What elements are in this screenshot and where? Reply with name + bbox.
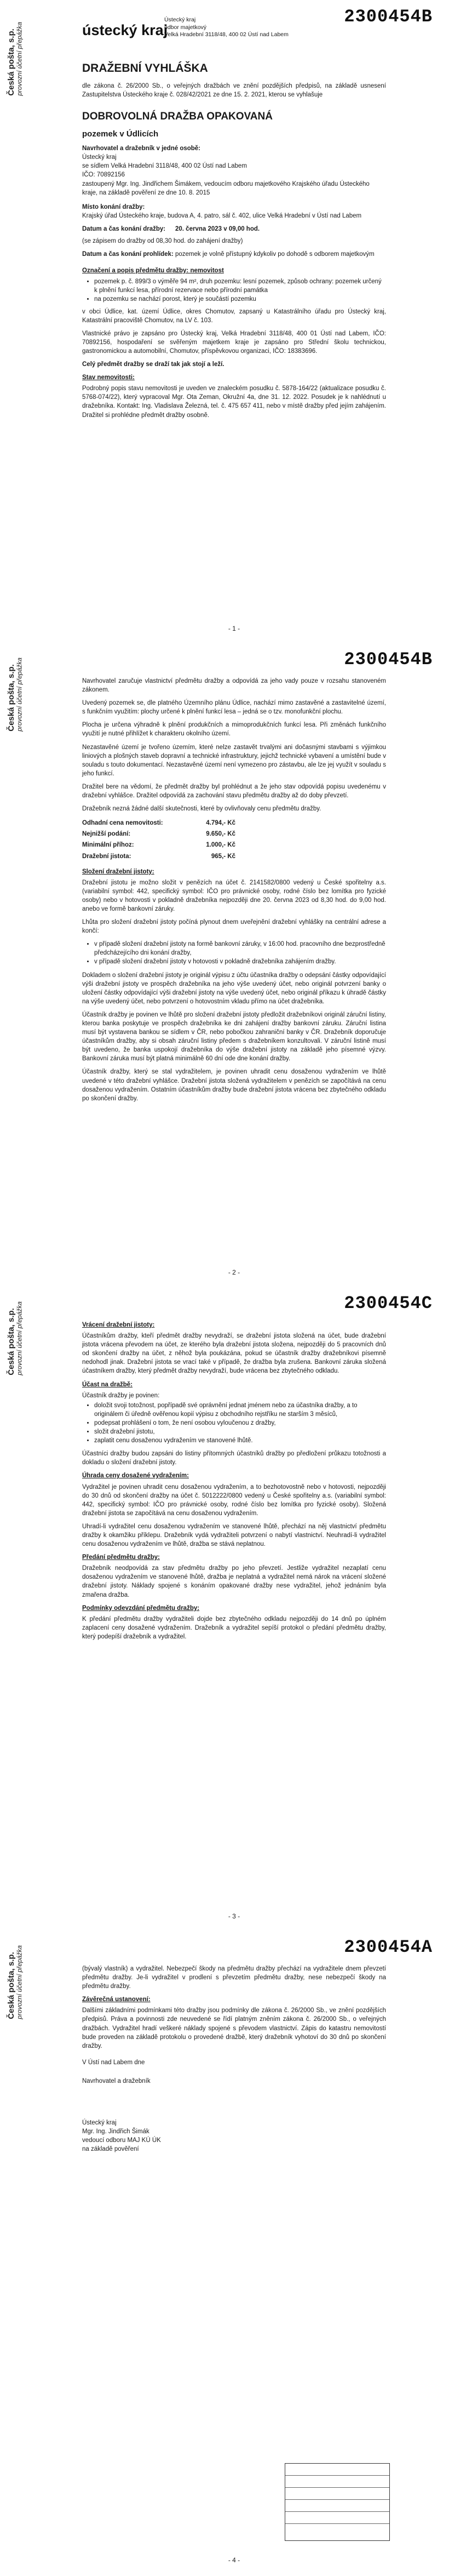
subject-list: [82, 277, 386, 304]
registration-text: Účastníci dražby budou zapsáni do listiny přítomných účastníků dražby po předložení průkazu totožnosti a dokladu o složení dražební jistoty.: [82, 1450, 386, 1466]
price-row: [82, 830, 386, 838]
price-table: [82, 819, 386, 860]
signatory-line: Ústecký kraj: [82, 2120, 117, 2127]
page-2: [0, 644, 449, 1288]
subject-location: v obci Údlice, kat. území Údlice, okres Chomutov, zapsaný u Katastrálního úřadu pro Ústecký kraj, Katastrální pracoviště Chomutov, na LV č. 103.: [82, 308, 386, 324]
record-row: [285, 2512, 389, 2524]
deposit-text: Lhůta pro složení dražební jistoty počíná plynout dnem uveřejnění dražební vyhlášky na centrální adrese a končí:: [82, 919, 386, 935]
price-row: [82, 841, 386, 849]
return-text: Účastníkům dražby, kteří předmět dražby nevydraží, se dražební jistota složená na účet, bude dražební jistota vrácena převodem na účet, ze kterého byla dražební jistota složena, nejpozději do 5 pracovních dnů od skončení dražby na účet, z něhož byla poukázána, pokud se účastník dražby dražebníkovi písemně nedohodl jinak. Dražební jistota se vrací také v případě, že dražba byla zrušena. Bankovní záruka složená účastníkem dražby, který předmět dražby nevydraží, bude vrácena bez zbytečného odkladu.: [82, 1333, 386, 1375]
posting-record-box: [285, 2463, 390, 2541]
date-row: [82, 225, 386, 233]
page-number: - 1 -: [228, 625, 240, 632]
date-value: 20. června 2023 v 09,00 hod.: [175, 225, 260, 232]
condition-item: • zaplatit cenu dosaženou vydražením ve stanovené lhůtě.: [94, 1436, 386, 1445]
place-date: V Ústí nad Labem dne: [82, 2059, 145, 2066]
registration-note: (se zápisem do dražby od 08,30 hod. do zahájení dražby): [82, 238, 243, 245]
whole-label: Celý předmět dražby se draží tak jak stojí a leží.: [82, 361, 225, 368]
transfer-heading: Podmínky odevzdání předmětu dražby:: [82, 1604, 200, 1612]
auctioneer-line: Ústecký kraj: [82, 154, 117, 161]
page-3: [0, 1288, 449, 1932]
page-number: - 2 -: [228, 1269, 240, 1276]
side-note-line2: provozní účetní přepážka: [15, 1945, 24, 2019]
price-row: [82, 852, 386, 861]
conditions-list: [82, 1401, 386, 1445]
auctioneer-line: zastoupený Mgr. Ing. Jindřichem Šimákem, vedoucím odboru majetkového Krajského úřadu Ústeckého kraje, na základě pověření ze dne 10. 8. 2015: [82, 180, 370, 196]
side-note: [7, 658, 24, 732]
auctioneer-line: IČO: 70892156: [82, 172, 125, 179]
owner-text: Vlastnické právo je zapsáno pro Ústecký kraj, Velká Hradební 3118/48, 400 01 Ústí nad Labem, IČO: 70892156, hospodaření se svěřeným majetkem kraje je zapsáno pro Střední školu technickou, gastronomickou a automobilní, Chomutov, příspěvkovou organizaci, IČO: 18383696.: [82, 330, 386, 355]
header-addr-1: Ústecký kraj: [164, 16, 196, 23]
paragraph: Nezastavěné území je tvořeno územím, které nelze zastavět trvalými ani dočasnými stavbami s výjimkou liniových a plošných staveb dopravní a technické infrastruktury, jejichž technické vybavení a umístění bude v souladu s touto dokumentací. Nezastavěné území není vymezeno pro zástavbu, ale lze jej využít v souladu s jeho funkcí.: [82, 744, 386, 777]
page-1: [0, 0, 449, 644]
handover-text: Dražebník neodpovídá za stav předmětu dražby po jeho převzetí. Jestliže vydražitel nezaplatí cenu dosaženou vydražením ve stanovené lhůtě, dražba je neplatná a vydražitel nemá nárok na vrácení složené dražební jistoty. Náklady spojené s konáním opakované dražby nese vydražitel, jehož jednáním byla zmařena dražba.: [82, 1565, 386, 1598]
deposit-heading: Složení dražební jistoty:: [82, 868, 154, 875]
registration-stamp: 2300454B: [344, 7, 433, 27]
condition-item: • složit dražební jistotu,: [94, 1427, 386, 1436]
return-heading: Vrácení dražební jistoty:: [82, 1322, 155, 1328]
date-label: Datum a čas konání dražby:: [82, 225, 166, 232]
signatory-line: vedoucí odboru MAJ KÚ ÚK: [82, 2137, 161, 2144]
record-row: [285, 2488, 389, 2500]
paragraph: Uvedený pozemek se, dle platného Územního plánu Údlice, nachází mimo zastavěné a zastavitelné území, s funkčním využitím: plochy určené k plnění funkcí lesa – jedná se o tzv. monofunkční plochu.: [82, 700, 386, 716]
carry-text: (bývalý vlastník) a vydražitel. Nebezpečí škody na předmětu dražby přechází na vydražitele dnem převzetí předmětu dražby. Je-li vydražitel v prodlení s převzetím předmětu dražby, nese nebezpečí škody na předmětu dražby.: [82, 1966, 386, 1990]
deposit-text: Účastník dražby je povinen ve lhůtě pro složení dražební jistoty předložit dražebníkovi originál záruční listiny, kterou banka poskytuje ve prospěch dražebníka ke dni zahájení dražby bankovní záruku. Záruční listina musí být vystavena bankou se sídlem v ČR, nebo pobočkou zahraniční banky v ČR. Dražebník doporučuje účastníkům dražby, aby si obsah záruční listiny předem s dražebníkem konzultovali. V záruční listině musí být uvedeno, že banka uspokojí dražebníka do výše dražební jistoty na základě jeho písemné výzvy. Bankovní záruka musí být platná minimálně 60 dní ode dne konání dražby.: [82, 1011, 386, 1063]
signature-caption: Navrhovatel a dražebník: [82, 2077, 151, 2084]
conditions-intro: Účastník dražby je povinen:: [82, 1392, 160, 1399]
page-number: - 4 -: [228, 2556, 240, 2564]
deposit-text: Účastník dražby, který se stal vydražitelem, je povinen uhradit cenu dosaženou vydražením ve lhůtě uvedené v této dražební vyhlášce. Dražební jistota složená vydražitelem v penězích se započítává na cenu dosaženou vydražením. Ostatním účastníkům dražby bude dražební jistota vrácena bez zbytečného odkladu po skončení dražby.: [82, 1069, 386, 1102]
page-2-content: [82, 677, 386, 1107]
side-note: [7, 22, 24, 96]
page-4: [0, 1932, 449, 2575]
final-heading: Závěrečná ustanovení:: [82, 1996, 151, 2003]
page-4-content: [82, 1964, 386, 2154]
registration-stamp: 2300454B: [344, 649, 433, 670]
final-text: Dalšími základními podmínkami této dražby jsou podmínky dle zákona č. 26/2000 Sb., ve znění pozdějších předpisů. Práva a povinnosti zde neuvedené se řídí platným zněním zákona č. 26/2000 Sb., o veřejných dražbách. Vydražitel hradí veškeré náklady spojené s převodem vlastnictví. Zápis do katastru nemovitostí bude proveden na základě protokolu o provedené dražbě, který dražebník vyhotoví do 30 dnů po skončení dražby.: [82, 2007, 386, 2049]
side-note-line1: Česká pošta, s.p.: [7, 1308, 16, 1375]
header-addr-2: odbor majetkový: [164, 24, 207, 31]
price-value: 1.000,- Kč: [206, 842, 235, 849]
state-text: Podrobný popis stavu nemovitosti je uveden ve znaleckém posudku č. 5878-164/22 (aktualizace posudku č. 5768-074/22), který vypracoval Mgr. Ota Zeman, Okružní 4a, dne 31. 12. 2022. Posudek je k nahlédnutí u dražebníka. Kontakt: Ing. Vladislava Železná, tel. č. 475 657 411, nebo v místě dražby před jejím zahájením. Dražitel si prohlédne předmět dražby osobně.: [82, 385, 386, 419]
price-value: 4.794,- Kč: [206, 820, 235, 827]
price-row: [82, 819, 386, 827]
deposit-list: [82, 940, 386, 966]
record-row: [285, 2500, 389, 2512]
side-note: [7, 1301, 24, 1375]
side-note-line2: provozní účetní přepážka: [15, 22, 24, 96]
paragraph: Plocha je určena výhradně k plnění produkčních a mimoprodukčních funkcí lesa. Při změnách funkčního využití je nutné přihlížet k charakteru okolního území.: [82, 722, 386, 738]
condition-item: • doložit svoji totožnost, popřípadě své oprávnění jednat jménem nebo za účastníka dražby, a to originálem či úředně ověřenou kopií výpisu z obchodního rejstříku ne starším 3 měsíců,: [94, 1401, 386, 1419]
payment-text: Vydražitel je povinen uhradit cenu dosaženou vydražením, a to bezhotovostně nebo v hotovosti, nejpozději do 30 dnů od skončení dražby na účet č. 5012222/0800 vedený u České spořitelny a.s. (variabilní symbol: 442, specifický symbol: IČO pro právnické osoby, rodné číslo bez lomítka pro fyzické osoby). Složená dražební jistota se započítává na cenu dosaženou vydražením.: [82, 1483, 386, 1517]
side-note-line1: Česká pošta, s.p.: [7, 664, 16, 732]
signatory-line: na základě pověření: [82, 2146, 139, 2153]
registration-stamp: 2300454C: [344, 1293, 433, 1313]
page-1-content: [82, 60, 386, 424]
record-row: [285, 2524, 389, 2535]
intro-text: Navrhovatel zaručuje vlastnictví předmětu dražby a odpovídá za jeho vady pouze v rozsahu stanoveném zákonem.: [82, 678, 386, 694]
deposit-item: • v případě složení dražební jistoty v hotovosti v pokladně dražebníka zahájením dražby.: [94, 957, 386, 966]
header-logo-block: [82, 16, 318, 44]
auctioneer-label: Navrhovatel a dražebník v jedné osobě:: [82, 145, 201, 152]
deposit-item: • v případě složení dražební jistoty na formě bankovní záruky, v 16:00 hod. pracovního dne bezprostředně předcházejícího dni konání dražby,: [94, 940, 386, 957]
side-note-line2: provozní účetní přepážka: [15, 1301, 24, 1375]
handover-heading: Předání předmětu dražby:: [82, 1554, 160, 1561]
header-address: [164, 16, 289, 39]
subject-item: • na pozemku se nachází porost, který je součástí pozemku: [94, 295, 386, 304]
condition-item: • podepsat prohlášení o tom, že není osobou vyloučenou z dražby,: [94, 1419, 386, 1427]
kraj-logo: ústecký kraj: [82, 22, 168, 38]
side-note-line1: Česká pošta, s.p.: [7, 28, 16, 96]
side-note-line2: provozní účetní přepážka: [15, 658, 24, 732]
price-value: 9.650,- Kč: [206, 831, 235, 838]
header-addr-3: Velká Hradební 3118/48, 400 02 Ústí nad Labem: [164, 31, 289, 38]
place-value: Krajský úřad Ústeckého kraje, budova A, 4. patro, sál č. 402, ulice Velká Hradební v Ústí nad Labem: [82, 212, 362, 219]
auction-heading: DOBROVOLNÁ DRAŽBA OPAKOVANÁ: [82, 110, 273, 122]
document-title: DRAŽEBNÍ VYHLÁŠKA: [82, 62, 208, 75]
subject-heading: Označení a popis předmětu dražby: nemovitost: [82, 267, 224, 275]
deposit-text: Dražební jistotu je možno složit v penězích na účet č. 2141582/0800 vedený u České spořitelny a.s. (variabilní symbol: 442, specifický symbol: IČO pro právnické osoby, rodné číslo bez lomítka pro fyzické osoby) nebo v hotovosti v pokladně dražebníka nejpozději dne 20. června 2023 od 8,30 hod. do 9,00 hod. anebo ve formě bankovní záruky.: [82, 879, 386, 912]
intro-text: dle zákona č. 26/2000 Sb., o veřejných dražbách ve znění pozdějších předpisů, na základě usnesení Zastupitelstva Ústeckého kraje č. 028/42/2021 ze dne 15. 2. 2021, kterou se vyhlašuje: [82, 83, 386, 99]
viewing-label: Datum a čas konání prohlídek:: [82, 251, 174, 258]
auctioneer-block: [82, 153, 386, 197]
viewing-value: pozemek je volně přístupný kdykoliv po dohodě s odborem majetkovým: [175, 251, 375, 258]
auction-subheading: pozemek v Údlicích: [82, 129, 159, 139]
price-label: Dražební jistota:: [82, 853, 131, 860]
price-label: Minimální příhoz:: [82, 842, 134, 849]
payment-text: Uhradí-li vydražitel cenu dosaženou vydražením ve stanovené lhůtě, přechází na něj vlastnictví předmětu dražby k okamžiku příklepu. Dražebník vydá vydražiteli potvrzení o nabytí vlastnictví. Neuhradí-li vydražitel cenu dosaženou vydražením ve lhůtě, dražba se stává neplatnou.: [82, 1523, 386, 1548]
record-row: [285, 2476, 389, 2488]
transfer-text: K předání předmětu dražby vydražiteli dojde bez zbytečného odkladu nejpozději do 14 dnů po úplném zaplacení ceny dosažené vydražením. Dražebník a vydražitel sepíší protokol o předání předmětu dražby, který podepíší dražebník a vydražitel.: [82, 1615, 386, 1640]
record-row: [285, 2464, 389, 2476]
registration-stamp: 2300454A: [344, 1937, 433, 1957]
conditions-heading: Účast na dražbě:: [82, 1381, 133, 1388]
subject-item: • pozemek p. č. 899/3 o výměře 94 m², druh pozemku: lesní pozemek, způsob ochrany: pozemek určený k plnění funkcí lesa, přírodní rezervace nebo přírodní památka: [94, 277, 386, 295]
side-note-line1: Česká pošta, s.p.: [7, 1952, 16, 2019]
place-label: Místo konání dražby:: [82, 203, 145, 210]
page-3-content: [82, 1321, 386, 1646]
payment-heading: Úhrada ceny dosažené vydražením:: [82, 1472, 189, 1480]
price-value: 965,- Kč: [211, 853, 235, 860]
price-label: Odhadní cena nemovitosti:: [82, 820, 163, 827]
auctioneer-line: se sídlem Velká Hradební 3118/48, 400 02 Ústí nad Labem: [82, 163, 247, 170]
signatory-line: Mgr. Ing. Jindřich Šimák: [82, 2128, 149, 2135]
deposit-text: Dokladem o složení dražební jistoty je originál výpisu z účtu účastníka dražby o odepsání částky odpovídající výši dražební jistoty ve prospěch dražebníka na jeho výše uvedený účet, nebo originál potvrzení banky o uložení částky odpovídající výši dražební jistoty na výše uvedený účet, nebo originál příkazu k úhradě částky na výše uvedený účet, nebo potvrzení o hotovostním vkladu přímo na účet dražebníka.: [82, 972, 386, 1005]
paragraph: Dražitel bere na vědomí, že předmět dražby byl prohlédnut a že jeho stav odpovídá popisu uvedenému v dražební vyhlášce. Dražitel odpovídá za zachování stavu předmětu dražby až do doby převzetí.: [82, 783, 386, 799]
side-note: [7, 1945, 24, 2019]
page-number: - 3 -: [228, 1912, 240, 1920]
signatory-block: [82, 2118, 386, 2154]
price-note: Dražebník nezná žádné další skutečnosti, které by ovlivňovaly cenu předmětu dražby.: [82, 806, 321, 813]
viewing-row: [82, 250, 386, 259]
state-heading: Stav nemovitosti:: [82, 374, 135, 381]
price-label: Nejnižší podání:: [82, 831, 131, 838]
